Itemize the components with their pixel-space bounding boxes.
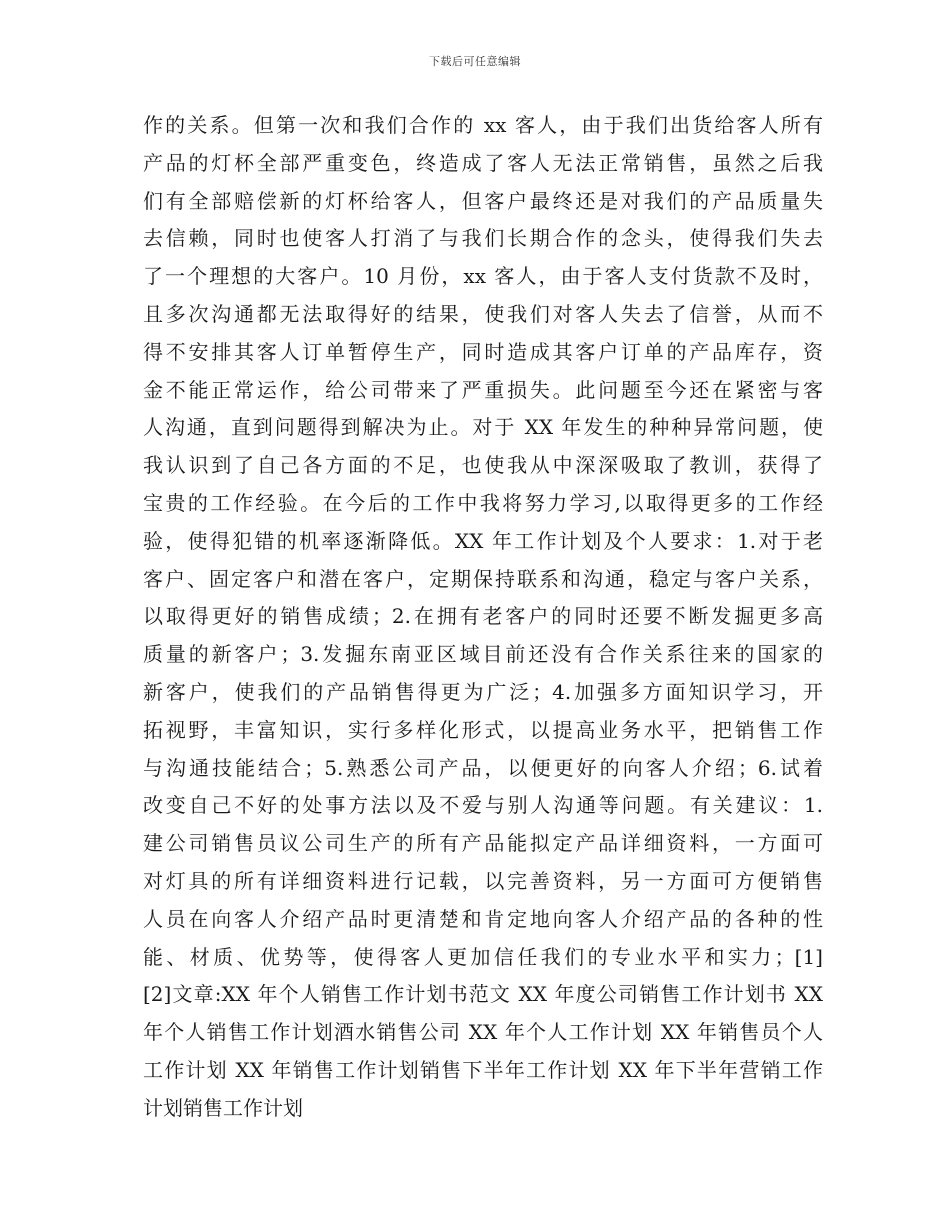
text-line: 建公司销售员议公司生产的所有产品能拟定产品详细资料，一方面可 <box>143 831 823 856</box>
text-line: 工作计划 XX 年销售工作计划销售下半年工作计划 XX 年下半年营销工作 <box>143 1057 823 1082</box>
text-line-last: 计划销售工作计划 <box>143 1095 303 1120</box>
text-line: 客户、固定客户和潜在客户，定期保持联系和沟通，稳定与客户关系， <box>143 566 823 591</box>
text-line: 得不安排其客人订单暂停生产，同时造成其客户订单的产品库存，资 <box>143 339 823 364</box>
text-line: 对灯具的所有详细资料进行记载，以完善资料，另一方面可方便销售 <box>143 868 823 893</box>
text-line: 去信赖，同时也使客人打消了与我们长期合作的念头，使得我们失去 <box>143 226 823 251</box>
text-line: 与沟通技能结合；5.熟悉公司产品，以便更好的向客人介绍；6.试着 <box>143 755 823 780</box>
text-line: 了一个理想的大客户。10 月份，xx 客人，由于客人支付货款不及时， <box>143 264 823 289</box>
text-line: 改变自己不好的处事方法以及不爱与别人沟通等问题。有关建议：1. <box>143 793 823 818</box>
text-line: 人沟通，直到问题得到解决为止。对于 XX 年发生的种种异常问题，使 <box>143 415 823 440</box>
text-line: 以取得更好的销售成绩；2.在拥有老客户的同时还要不断发掘更多高 <box>143 604 823 629</box>
text-line: 新客户，使我们的产品销售得更为广泛；4.加强多方面知识学习，开 <box>143 679 823 704</box>
text-line: 金不能正常运作，给公司带来了严重损失。此问题至今还在紧密与客 <box>143 377 823 402</box>
text-line: [2]文章:XX 年个人销售工作计划书范文 XX 年度公司销售工作计划书 XX <box>143 982 823 1007</box>
text-line: 人员在向客人介绍产品时更清楚和肯定地向客人介绍产品的各种的性 <box>143 906 823 931</box>
page-header: 下载后可任意编辑 <box>429 55 521 68</box>
text-line: 作的关系。但第一次和我们合作的 xx 客人，由于我们出货给客人所有 <box>143 113 823 137</box>
text-line: 验，使得犯错的机率逐渐降低。XX 年工作计划及个人要求：1.对于老 <box>143 528 823 553</box>
text-line: 产品的灯杯全部严重变色，终造成了客人无法正常销售，虽然之后我 <box>143 150 823 175</box>
text-line: 们有全部赔偿新的灯杯给客人，但客户最终还是对我们的产品质量失 <box>143 188 823 213</box>
text-line: 且多次沟通都无法取得好的结果，使我们对客人失去了信誉，从而不 <box>143 301 823 326</box>
text-line: 宝贵的工作经验。在今后的工作中我将努力学习,以取得更多的工作经 <box>143 490 823 515</box>
document-body <box>143 107 823 1128</box>
text-line: 能、材质、优势等，使得客人更加信任我们的专业水平和实力；[1] <box>143 944 823 969</box>
text-line: 年个人销售工作计划酒水销售公司 XX 年个人工作计划 XX 年销售员个人 <box>143 1020 823 1045</box>
text-line: 拓视野，丰富知识，实行多样化形式，以提高业务水平，把销售工作 <box>143 717 823 742</box>
text-line: 质量的新客户；3.发掘东南亚区域目前还没有合作关系往来的国家的 <box>143 642 823 667</box>
text-line: 我认识到了自己各方面的不足，也使我从中深深吸取了教训，获得了 <box>143 453 823 478</box>
